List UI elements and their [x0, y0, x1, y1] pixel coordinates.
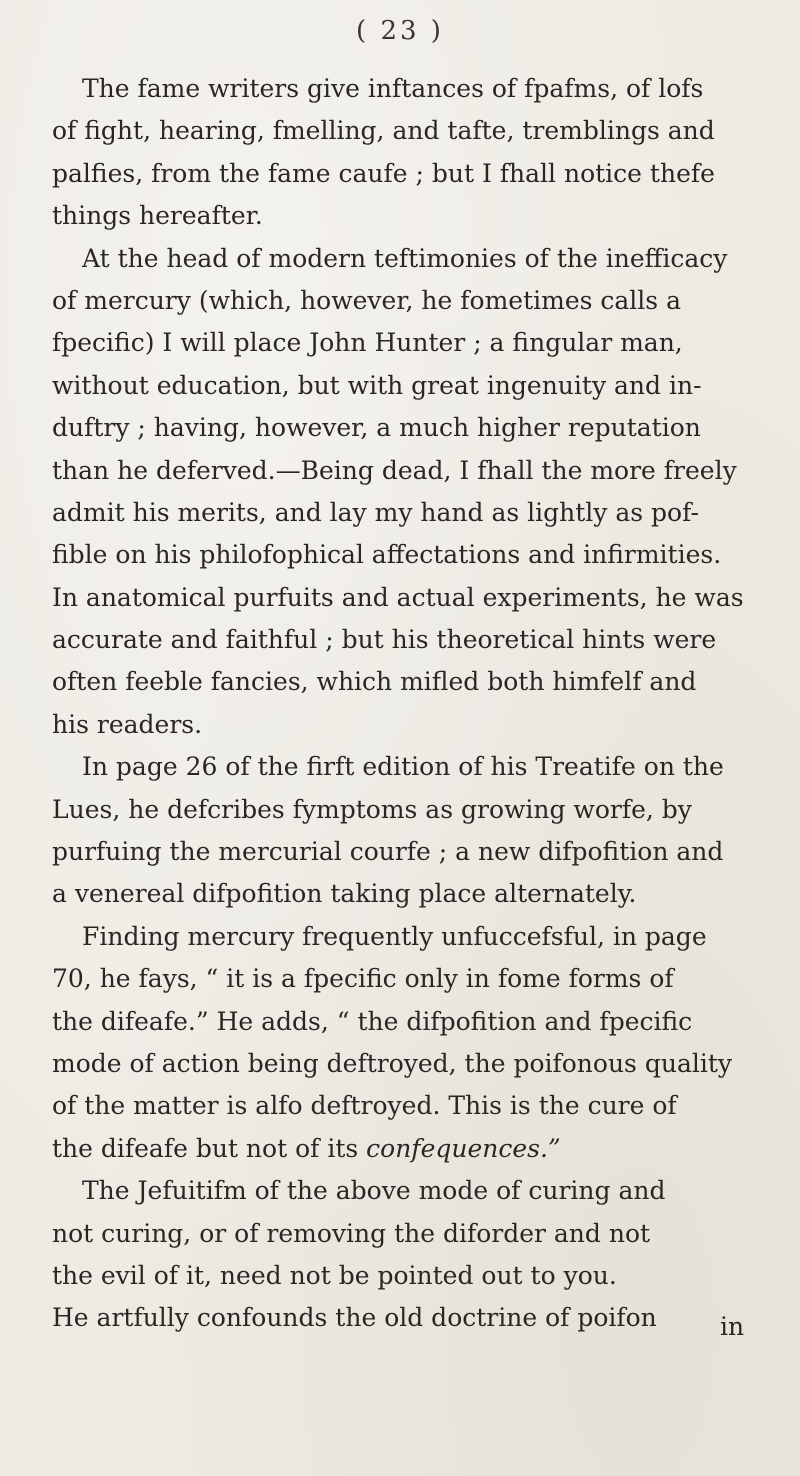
text-line: He artfully confounds the old doctrine of poifon	[52, 1303, 657, 1333]
text-line: fpecific) I will place John Hunter ; a fingular man,	[52, 328, 683, 358]
text-line: Finding mercury frequently unfuccefsful, in page	[82, 921, 707, 951]
text-line: the difeafe.” He adds, “ the difpofition and fpecific	[52, 1006, 693, 1036]
text-line: In anatomical purfuits and actual experiments, he was	[52, 582, 744, 612]
text-line: things hereafter.	[52, 201, 263, 231]
italic-word: confequences.”	[366, 1133, 561, 1163]
text-line: mode of action being deftroyed, the poifonous quality	[52, 1048, 733, 1078]
text-line: palfies, from the fame caufe ; but I fhall notice thefe	[52, 158, 715, 188]
text-line: fible on his philofophical affectations and infirmities.	[52, 540, 722, 570]
text-line: of mercury (which, however, he fometimes calls a	[52, 285, 681, 315]
text-line: At the head of modern teftimonies of the inefficacy	[82, 243, 728, 273]
text-line: the evil of it, need not be pointed out to you.	[52, 1260, 617, 1290]
body-text	[52, 68, 772, 1340]
text-line: purfuing the mercurial courfe ; a new difpofition and	[52, 837, 724, 867]
text-line: often feeble fancies, which mifled both himfelf and	[52, 667, 697, 697]
text-line: accurate and faithful ; but his theoretical hints were	[52, 625, 717, 655]
text-line: duftry ; having, however, a much higher reputation	[52, 413, 701, 443]
text-line	[52, 1128, 772, 1170]
text-line: a venereal difpofition taking place alternately.	[52, 879, 637, 909]
text-line: his readers.	[52, 709, 203, 739]
text-line: In page 26 of the firft edition of his Treatife on the	[82, 752, 724, 782]
text-line: of fight, hearing, fmelling, and tafte, tremblings and	[52, 116, 715, 146]
page-number: ( 23 )	[356, 16, 444, 46]
text-line: than he deferved.—Being dead, I fhall the more freely	[52, 455, 737, 485]
catchword: in	[720, 1312, 745, 1341]
text-line: 70, he fays, “ it is a fpecific only in fome forms of	[52, 964, 674, 994]
text-line: The fame writers give inftances of fpafms, of lofs	[82, 74, 704, 103]
text-line: admit his merits, and lay my hand as lightly as pof-	[52, 497, 699, 527]
text-line: of the matter is alfo deftroyed. This is the cure of	[52, 1091, 677, 1121]
text-line: not curing, or of removing the diforder and not	[52, 1218, 651, 1248]
text-line: Lues, he defcribes fymptoms as growing worfe, by	[52, 794, 692, 824]
text-line: without education, but with great ingenuity and in-	[52, 370, 702, 400]
text-line: The Jefuitifm of the above mode of curing and	[82, 1176, 666, 1206]
text-line-roman: the difeafe but not of its	[52, 1133, 359, 1163]
